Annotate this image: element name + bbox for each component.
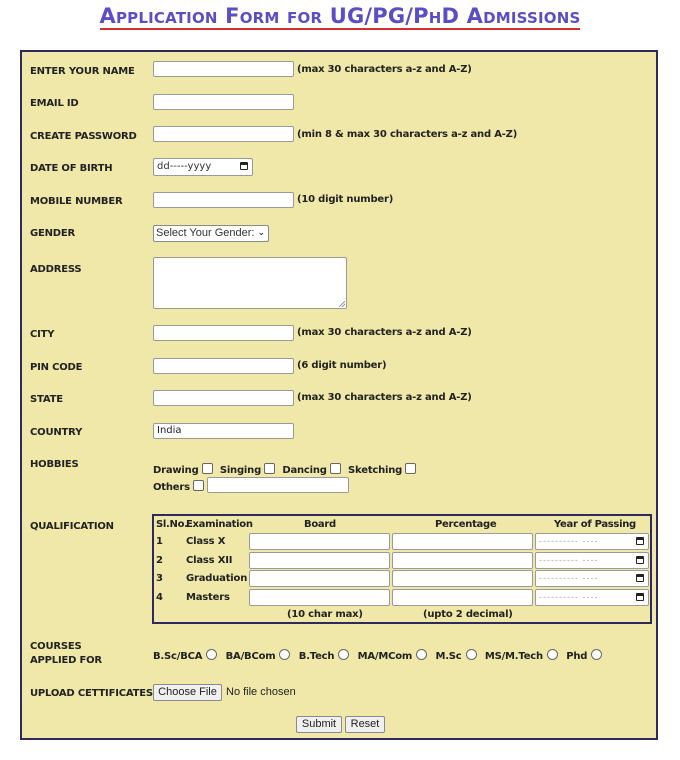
percentage-hint: (upto 2 decimal) bbox=[423, 609, 513, 620]
address-textarea[interactable] bbox=[153, 257, 347, 309]
calendar-icon[interactable] bbox=[636, 537, 644, 545]
email-input[interactable] bbox=[153, 94, 294, 110]
mobile-input[interactable] bbox=[153, 192, 294, 208]
submit-button[interactable]: Submit bbox=[296, 716, 342, 733]
course-msc-label: M.Sc bbox=[435, 651, 462, 662]
row2-percentage-input[interactable] bbox=[392, 552, 533, 569]
row2-board-input[interactable] bbox=[249, 552, 390, 569]
courses-label-line1: COURSES bbox=[30, 641, 82, 652]
mobile-label: MOBILE NUMBER bbox=[30, 196, 123, 207]
hobby-others-label: Others bbox=[153, 482, 190, 493]
choose-file-button[interactable]: Choose File bbox=[153, 684, 222, 701]
hobbies-others-row bbox=[153, 480, 208, 493]
row1-exam: Class X bbox=[186, 536, 226, 547]
row3-sl: 3 bbox=[156, 573, 163, 584]
page-title-text: Application Form for UG/PG/PhD Admissions bbox=[99, 4, 581, 28]
row4-board-input[interactable] bbox=[249, 589, 390, 606]
course-ba-label: BA/BCom bbox=[225, 651, 276, 662]
dob-label: DATE OF BIRTH bbox=[30, 163, 113, 174]
qualification-label: QUALIFICATION bbox=[30, 521, 114, 532]
hobby-singing-checkbox[interactable] bbox=[264, 463, 275, 474]
header-slno: Sl.No. bbox=[156, 519, 188, 530]
name-hint: (max 30 characters a-z and A-Z) bbox=[297, 64, 472, 75]
course-phd-radio[interactable] bbox=[591, 649, 602, 660]
dob-placeholder: dd-----yyyy bbox=[157, 161, 212, 172]
pin-hint: (6 digit number) bbox=[297, 360, 387, 371]
pin-label: PIN CODE bbox=[30, 362, 83, 373]
city-label: CITY bbox=[30, 329, 55, 340]
hobbies-row bbox=[153, 463, 420, 476]
chevron-down-icon: ⌄ bbox=[257, 227, 265, 237]
header-percentage: Percentage bbox=[435, 519, 497, 530]
password-label: CREATE PASSWORD bbox=[30, 131, 137, 142]
hobby-sketching-label: Sketching bbox=[348, 465, 403, 476]
course-ms-radio[interactable] bbox=[547, 649, 558, 660]
calendar-icon[interactable] bbox=[636, 556, 644, 564]
row1-year-placeholder: ---------- ---- bbox=[539, 536, 599, 546]
hobby-singing-label: Singing bbox=[219, 465, 262, 476]
row4-year-placeholder: ---------- ---- bbox=[539, 592, 599, 602]
application-form bbox=[20, 50, 658, 740]
row3-year-placeholder: ---------- ---- bbox=[539, 573, 599, 583]
course-ma-label: MA/MCom bbox=[357, 651, 413, 662]
city-hint: (max 30 characters a-z and A-Z) bbox=[297, 327, 472, 338]
mobile-hint: (10 digit number) bbox=[297, 194, 394, 205]
file-status: No file chosen bbox=[226, 686, 296, 698]
name-input[interactable] bbox=[153, 61, 294, 77]
board-hint: (10 char max) bbox=[287, 609, 363, 620]
reset-button[interactable]: Reset bbox=[345, 716, 385, 733]
hobby-others-checkbox[interactable] bbox=[193, 480, 204, 491]
row2-year-input[interactable] bbox=[535, 552, 649, 569]
course-msc-radio[interactable] bbox=[466, 649, 477, 660]
email-label: EMAIL ID bbox=[30, 98, 79, 109]
hobby-dancing-checkbox[interactable] bbox=[330, 463, 341, 474]
hobby-drawing-label: Drawing bbox=[153, 465, 199, 476]
row4-year-input[interactable] bbox=[535, 589, 649, 606]
password-input[interactable] bbox=[153, 126, 294, 142]
row4-percentage-input[interactable] bbox=[392, 589, 533, 606]
row1-percentage-input[interactable] bbox=[392, 533, 533, 550]
gender-selected: Select Your Gender: bbox=[156, 227, 255, 239]
row4-exam: Masters bbox=[186, 592, 230, 603]
resize-handle-icon[interactable] bbox=[339, 301, 345, 307]
hobbies-label: HOBBIES bbox=[30, 459, 79, 470]
row3-board-input[interactable] bbox=[249, 570, 390, 587]
courses-row bbox=[153, 649, 607, 662]
calendar-icon[interactable] bbox=[240, 162, 248, 170]
country-input[interactable]: India bbox=[153, 423, 294, 439]
country-label: COUNTRY bbox=[30, 427, 83, 438]
course-ms-label: MS/M.Tech bbox=[484, 651, 543, 662]
row2-exam: Class XII bbox=[186, 555, 233, 566]
header-examination: Examination bbox=[186, 519, 253, 530]
state-input[interactable] bbox=[153, 390, 294, 406]
course-bsc-label: B.Sc/BCA bbox=[153, 651, 203, 662]
hobby-sketching-checkbox[interactable] bbox=[405, 463, 416, 474]
header-board: Board bbox=[304, 519, 336, 530]
row2-year-placeholder: ---------- ---- bbox=[539, 555, 599, 565]
dob-input[interactable] bbox=[153, 158, 253, 176]
header-year: Year of Passing bbox=[554, 519, 636, 530]
gender-select[interactable] bbox=[153, 225, 269, 242]
course-phd-label: Phd bbox=[566, 651, 588, 662]
course-btech-label: B.Tech bbox=[298, 651, 335, 662]
row1-year-input[interactable] bbox=[535, 533, 649, 550]
hobby-drawing-checkbox[interactable] bbox=[202, 463, 213, 474]
city-input[interactable] bbox=[153, 325, 294, 341]
hobby-others-input[interactable] bbox=[207, 477, 349, 493]
course-ba-radio[interactable] bbox=[279, 649, 290, 660]
course-bsc-radio[interactable] bbox=[206, 649, 217, 660]
state-label: STATE bbox=[30, 394, 63, 405]
hobby-dancing-label: Dancing bbox=[282, 465, 327, 476]
page-title bbox=[0, 4, 680, 28]
calendar-icon[interactable] bbox=[636, 574, 644, 582]
course-ma-radio[interactable] bbox=[416, 649, 427, 660]
calendar-icon[interactable] bbox=[636, 593, 644, 601]
row4-sl: 4 bbox=[156, 592, 163, 603]
row3-percentage-input[interactable] bbox=[392, 570, 533, 587]
upload-label: UPLOAD CETTIFICATES bbox=[30, 688, 153, 699]
row2-sl: 2 bbox=[156, 555, 163, 566]
row3-exam: Graduation bbox=[186, 573, 248, 584]
row1-sl: 1 bbox=[156, 536, 163, 547]
address-label: ADDRESS bbox=[30, 264, 82, 275]
row3-year-input[interactable] bbox=[535, 570, 649, 587]
courses-label-line2: APPLIED FOR bbox=[30, 655, 102, 666]
name-label: ENTER YOUR NAME bbox=[30, 66, 135, 77]
course-btech-radio[interactable] bbox=[338, 649, 349, 660]
qualification-table bbox=[152, 514, 652, 624]
state-hint: (max 30 characters a-z and A-Z) bbox=[297, 392, 472, 403]
password-hint: (min 8 & max 30 characters a-z and A-Z) bbox=[297, 129, 518, 140]
gender-label: GENDER bbox=[30, 228, 76, 239]
pin-input[interactable] bbox=[153, 358, 294, 374]
row1-board-input[interactable] bbox=[249, 533, 390, 550]
